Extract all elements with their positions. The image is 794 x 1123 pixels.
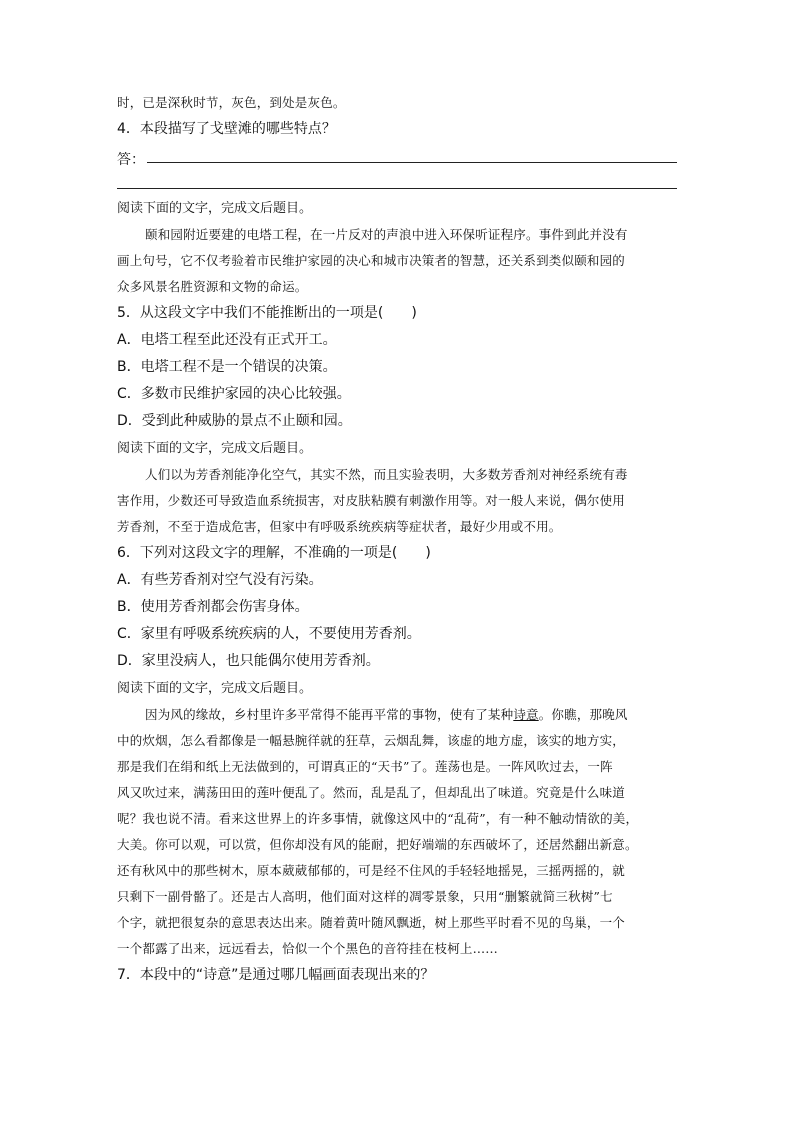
- question-6-option-d: D．家里没病人，也只能偶尔使用芳香剂。: [117, 653, 380, 669]
- passage-2-instruction: 阅读下面的文字，完成文后题目。: [117, 201, 313, 216]
- answer-label: 答：: [117, 152, 145, 168]
- passage-2-line: 画上句号，它不仅考验着市民维护家园的决心和城市决策者的智慧，还关系到类似颐和园的: [117, 253, 626, 268]
- underlined-keyword: 诗意: [513, 707, 539, 722]
- passage-3-line: 芳香剂，不至于造成危害，但家中有呼吸系统疾病等症状者，最好少用或不用。: [117, 519, 562, 534]
- passage-4-line: 还有秋风中的那些树木，原本葳葳郁郁的，可是经不住风的手轻轻地摇晃，三摇两摇的，就: [117, 863, 626, 878]
- answer-line-1[interactable]: [147, 161, 677, 163]
- question-7-title: 7．本段中的“诗意”是通过哪几幅画面表现出来的？: [117, 967, 435, 983]
- passage-4-line: 大美。你可以观，可以赏，但你却没有风的能耐，把好端端的东西破坏了，还居然翻出新意。: [117, 837, 638, 852]
- passage-4-line: 呢？我也说不清。看来这世界上的许多事情，就像这风中的“乱荷”，有一种不触动情欲的美，: [117, 811, 639, 826]
- document-page: [117, 90, 677, 989]
- passage-4-line: 中的炊烟，怎么看都像是一幅悬腕徉就的狂草，云烟乱舞，该虚的地方虚，该实的地方实，: [117, 733, 626, 748]
- passage-3-line: 人们以为芳香剂能净化空气，其实不然，而且实验表明，大多数芳香剂对神经系统有毒: [145, 467, 628, 482]
- passage-4-line-1: [117, 702, 677, 728]
- passage-3-line: 害作用，少数还可导致造血系统损害，对皮肤粘膜有刺激作用等。对一般人来说，偶尔使用: [117, 493, 626, 508]
- question-5-title: 5．从这段文字中我们不能推断出的一项是( ): [117, 305, 417, 321]
- passage-4-text: 。你瞧，那晚风: [538, 707, 628, 722]
- question-6-option-b: B．使用芳香剂都会伤害身体。: [117, 599, 309, 615]
- passage-4-line: 风又吹过来，满荡田田的莲叶便乱了。然而，乱是乱了，但却乱出了味道。究竟是什么味道: [117, 785, 626, 800]
- question-4-title: 4．本段描写了戈壁滩的哪些特点？: [117, 121, 336, 137]
- q3-passage-tail: 时，已是深秋时节，灰色，到处是灰色。: [117, 95, 346, 110]
- answer-line-2[interactable]: [117, 187, 677, 189]
- passage-4-line: 那是我们在绢和纸上无法做到的，可谓真正的“天书”了。莲荡也是。一阵风吹过去，一阵: [117, 759, 613, 774]
- question-5-option-b: B．电塔工程不是一个错误的决策。: [117, 359, 337, 375]
- passage-4-text: 因为风的缘故，乡村里许多平常得不能再平常的事物，使有了某种: [145, 707, 514, 722]
- question-4-answer-row: [117, 143, 677, 169]
- question-6-option-a: A．有些芳香剂对空气没有污染。: [117, 572, 323, 588]
- passage-2-line: 颐和园附近要建的电塔工程，在一片反对的声浪中进入环保听证程序。事件到此并没有: [145, 227, 628, 242]
- passage-4-instruction: 阅读下面的文字，完成文后题目。: [117, 681, 313, 696]
- passage-3-instruction: 阅读下面的文字，完成文后题目。: [117, 441, 313, 456]
- question-5-option-d: D．受到此种威胁的景点不止颐和园。: [117, 413, 352, 429]
- question-5-option-c: C．多数市民维护家园的决心比较强。: [117, 386, 351, 402]
- question-6-title: 6．下列对这段文字的理解，不准确的一项是( ): [117, 545, 431, 561]
- question-5-option-a: A．电塔工程至此还没有正式开工。: [117, 332, 337, 348]
- passage-4-line: 只剩下一副骨骼了。还是古人高明，他们面对这样的凋零景象，只用“删繁就简三秋树”七: [117, 889, 613, 904]
- passage-2-line: 众多风景名胜资源和文物的命运。: [117, 279, 308, 294]
- question-6-option-c: C．家里有呼吸系统疾病的人，不要使用芳香剂。: [117, 626, 421, 642]
- passage-4-line: 个字，就把很复杂的意思表达出来。随着黄叶随风飘逝，树上那些平时看不见的鸟巢，一个: [117, 915, 626, 930]
- passage-4-line: 一个都露了出来，远远看去，恰似一个个黑色的音符挂在枝柯上……: [117, 941, 499, 956]
